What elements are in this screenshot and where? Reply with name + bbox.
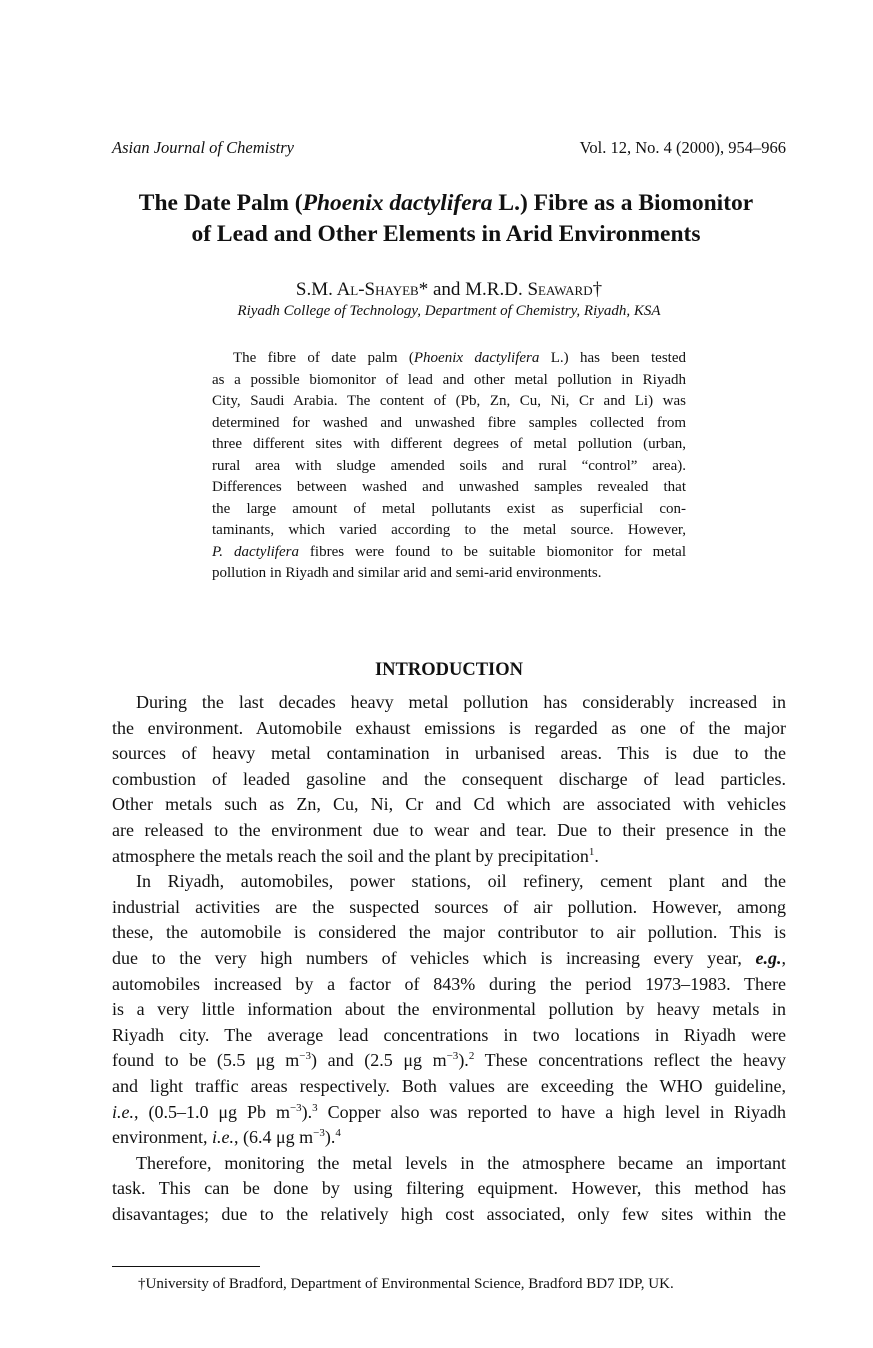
body-line: the environment. Automobile exhaust emissions is regarded as one of the major (112, 717, 786, 738)
body-text: These concentrations reflect the heavy (474, 1050, 786, 1071)
author-2: M.R.D. Seaward† (465, 279, 603, 300)
body-line: disavantages; due to the relatively high cost associated, only few sites within the (112, 1203, 786, 1224)
title-line-1 (90, 188, 802, 219)
running-head (112, 138, 786, 158)
abstract-line: City, Saudi Arabia. The content of (Pb, Zn, Cu, Ni, Cr and Li) was (212, 393, 686, 409)
abstract-text: L.) has been tested (539, 350, 686, 366)
citation-ref: 4 (335, 1127, 341, 1140)
footnote-divider (112, 1266, 260, 1267)
body-text: ). (301, 1101, 313, 1122)
title-line-2: of Lead and Other Elements in Arid Environments (191, 221, 701, 247)
body-text: environment, (112, 1127, 212, 1148)
abstract-text: The fibre of date palm ( (233, 350, 414, 366)
title-text: L.) Fibre as a Biomonitor (492, 190, 754, 216)
section-heading-introduction: INTRODUCTION (374, 660, 524, 680)
body-line: are released to the environment due to wear and tear. Due to their presence in the (112, 819, 786, 840)
body-line: Therefore, monitoring the metal levels in the atmosphere became an important (136, 1152, 786, 1173)
body-abbrev: e.g. (755, 947, 782, 968)
body-line: industrial activities are the suspected sources of air pollution. However, among (112, 896, 786, 917)
body-line: is a very little information about the environmental pollution by heavy metals in (112, 999, 786, 1020)
journal-name: Asian Journal of Chemistry (112, 138, 294, 157)
citation-ref: 1 (588, 845, 595, 858)
superscript: −3 (289, 1101, 302, 1114)
superscript: −3 (446, 1050, 459, 1063)
introduction-body (112, 690, 786, 1227)
body-line: these, the automobile is considered the major contributor to air pollution. This is (112, 922, 786, 943)
body-text: Copper also was reported to have a high level in Riyadh (317, 1101, 786, 1122)
author-connector: and (432, 279, 461, 300)
title-species: Phoenix dactylifera (302, 190, 493, 216)
citation-ref: 3 (312, 1101, 318, 1114)
body-text: , (0.5–1.0 μg Pb m (134, 1101, 290, 1122)
body-text: due to the very high numbers of vehicles which is increasing every year, (112, 947, 756, 968)
body-abbrev: i.e. (211, 1127, 234, 1148)
abstract (212, 348, 686, 585)
abstract-line: the large amount of metal pollutants exist as superficial con- (212, 500, 686, 517)
superscript: −3 (313, 1127, 325, 1140)
body-line (112, 844, 786, 870)
body-text: . (594, 845, 599, 866)
body-text: , (6.4 μg m (233, 1127, 314, 1148)
body-line: Other metals such as Zn, Cu, Ni, Cr and Cd which are associated with vehicles (112, 794, 786, 815)
body-line: and light traffic areas respectively. Both values are exceeding the WHO guideline, (112, 1075, 786, 1096)
body-line: combustion of leaded gasoline and the consequent discharge of lead particles. (112, 768, 786, 789)
abstract-line (212, 542, 686, 564)
body-text: , (781, 947, 786, 968)
body-text: ) and (2.5 μg m (310, 1050, 447, 1071)
volume-info: Vol. 12, No. 4 (2000), 954–966 (579, 138, 786, 157)
abstract-line: rural area with sludge amended soils and rural “control” area). (212, 457, 686, 474)
body-abbrev: i.e. (112, 1101, 134, 1122)
affiliation: Riyadh College of Technology, Department of Chemistry, Riyadh, KSA (237, 303, 661, 319)
body-line: During the last decades heavy metal pollution has considerably increased in (136, 692, 786, 712)
citation-ref: 2 (468, 1050, 475, 1063)
abstract-species: P. dactylifera (212, 543, 299, 560)
abstract-line: as a possible biomonitor of lead and other metal pollution in Riyadh (212, 371, 686, 388)
body-line (112, 1048, 786, 1074)
body-line: task. This can be done by using filtering equipment. However, this method has (112, 1178, 786, 1199)
body-line: sources of heavy metal contamination in urbanised areas. This is due to the (112, 743, 786, 764)
abstract-line: determined for washed and unwashed fibre samples collected from (212, 414, 686, 431)
body-text: found to be (5.5 μg m (112, 1050, 300, 1071)
abstract-species: Phoenix dactylifera (413, 350, 540, 366)
body-line (112, 1100, 786, 1126)
body-line (112, 1125, 786, 1151)
authors (112, 279, 786, 301)
body-text: ). (458, 1050, 469, 1071)
superscript: −3 (299, 1050, 311, 1063)
author-1: S.M. Al-Shayeb* (295, 279, 429, 300)
body-line (112, 946, 786, 972)
abstract-text: fibres were found to be suitable biomonitor for metal (298, 543, 687, 560)
abstract-line: taminants, which varied according to the metal source. However, (212, 522, 686, 538)
body-line: In Riyadh, automobiles, power stations, oil refinery, cement plant and the (136, 871, 786, 892)
abstract-line: Differences between washed and unwashed samples revealed that (212, 479, 686, 495)
body-text: atmosphere the metals reach the soil and the plant by precipitation (112, 845, 589, 866)
abstract-line: three different sites with different degrees of metal pollution (urban, (212, 436, 686, 452)
article-title (90, 188, 802, 250)
abstract-line: pollution in Riyadh and similar arid and semi-arid environments. (212, 565, 602, 581)
abstract-line (212, 348, 686, 370)
title-text: The Date Palm ( (138, 190, 303, 216)
body-text: ). (324, 1127, 336, 1148)
body-line: Riyadh city. The average lead concentrations in two locations in Riyadh were (112, 1024, 786, 1045)
body-line: automobiles increased by a factor of 843% during the period 1973–1983. There (112, 973, 786, 994)
footnote: †University of Bradford, Department of Environmental Science, Bradford BD7 IDP, UK. (138, 1276, 674, 1292)
